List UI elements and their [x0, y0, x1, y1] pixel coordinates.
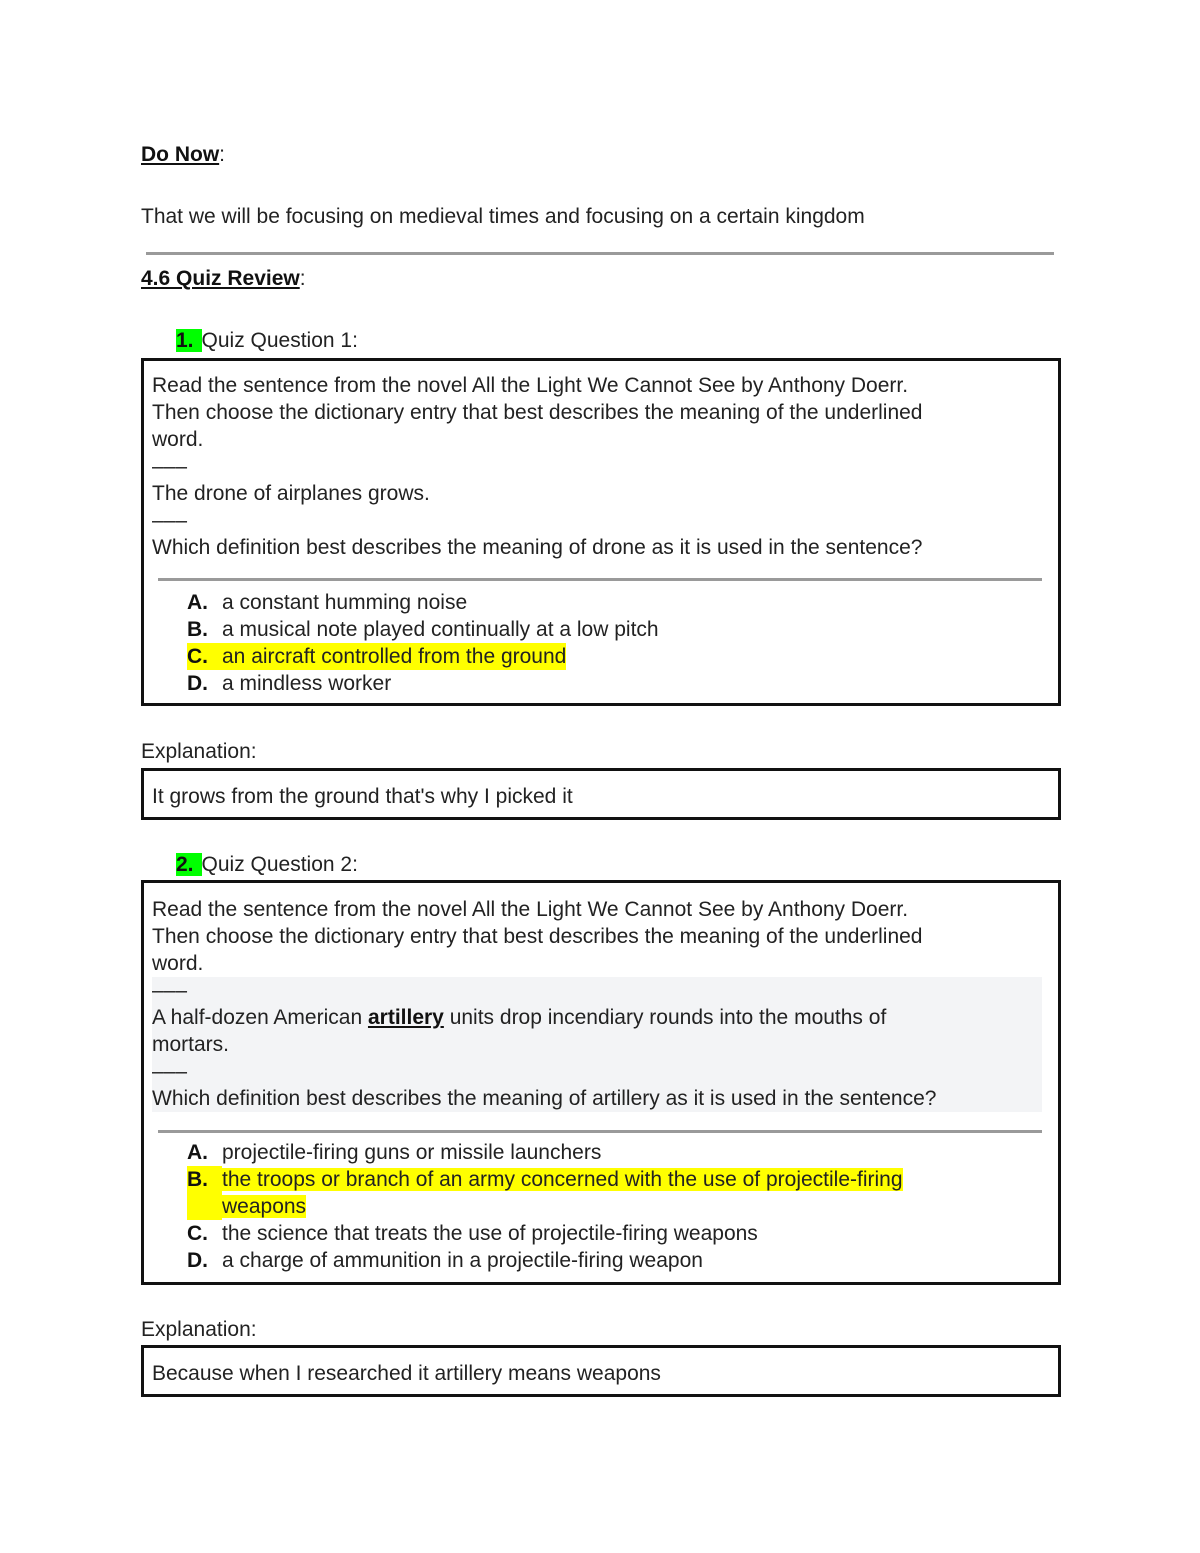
option-text	[222, 1166, 903, 1220]
q1-question-box	[141, 358, 1061, 706]
q1-option-a	[187, 589, 659, 616]
option-text: a mindless worker	[222, 672, 392, 695]
q1-options-divider	[158, 578, 1042, 581]
q1-prompt-line2: Then choose the dictionary entry that best describes the meaning of the underlined	[152, 401, 923, 424]
do-now-heading-line	[141, 143, 225, 167]
q2-explanation-box[interactable]	[141, 1345, 1061, 1397]
q2-quote-block	[152, 977, 1042, 1112]
q1-option-c-selected	[187, 643, 659, 670]
q2-prompt-line1: Read the sentence from the novel All the Light We Cannot See by Anthony Doerr.	[152, 898, 909, 921]
q2-prompt-line2: Then choose the dictionary entry that best describes the meaning of the underlined	[152, 925, 923, 948]
q1-option-d	[187, 670, 659, 697]
quiz-review-heading-line	[141, 267, 306, 291]
option-text: an aircraft controlled from the ground	[222, 645, 567, 668]
q1-title	[176, 329, 358, 353]
q1-option-b	[187, 616, 659, 643]
q1-explanation-box[interactable]	[141, 768, 1061, 820]
q1-separator: –––	[152, 455, 188, 478]
q2-sentence-start: A half-dozen American	[152, 1006, 368, 1029]
q1-sentence: The drone of airplanes grows.	[152, 482, 430, 505]
q2-separator: –––	[152, 1060, 188, 1083]
option-letter: A.	[187, 1141, 208, 1164]
option-text: projectile-firing guns or missile launchers	[222, 1141, 602, 1164]
do-now-text: That we will be focusing on medieval times and focusing on a certain kingdom	[141, 205, 865, 228]
option-letter: C.	[187, 1222, 208, 1245]
q2-options-divider	[158, 1130, 1042, 1133]
option-letter: D.	[187, 1249, 208, 1272]
q2-explanation-text: Because when I researched it artillery means weapons	[152, 1362, 661, 1385]
q1-prompt	[152, 372, 922, 561]
do-now-heading: Do Now	[141, 143, 220, 166]
q1-explanation-label: Explanation:	[141, 740, 257, 763]
q1-prompt-line3: word.	[152, 428, 204, 451]
option-letter: D.	[187, 672, 208, 695]
option-text-line2: weapons	[222, 1195, 307, 1218]
q2-option-c	[187, 1220, 903, 1247]
option-text: a constant humming noise	[222, 591, 468, 614]
q1-separator: –––	[152, 509, 188, 532]
q1-label: Quiz Question 1:	[201, 329, 358, 352]
q1-explanation-text: It grows from the ground that's why I picked it	[152, 785, 573, 808]
q2-option-a	[187, 1139, 903, 1166]
q2-underlined-word: artillery	[367, 1006, 444, 1029]
q2-separator: –––	[152, 979, 188, 1002]
option-text: a musical note played continually at a low pitch	[222, 618, 659, 641]
q1-prompt-line1: Read the sentence from the novel All the Light We Cannot See by Anthony Doerr.	[152, 374, 909, 397]
q1-number: 1.	[176, 329, 202, 352]
q2-option-b-selected	[187, 1166, 903, 1220]
q2-title	[176, 853, 358, 877]
q2-sentence-line2: mortars.	[152, 1033, 230, 1056]
option-text-line1: the troops or branch of an army concerned with the use of projectile-firing	[222, 1168, 903, 1191]
option-text: the science that treats the use of projectile-firing weapons	[222, 1222, 758, 1245]
option-letter: A.	[187, 591, 208, 614]
q2-question-box	[141, 880, 1061, 1285]
q1-question-text: Which definition best describes the meaning of drone as it is used in the sentence?	[152, 536, 923, 559]
q1-selected-highlight	[187, 643, 566, 670]
q2-explanation-label: Explanation:	[141, 1318, 257, 1341]
q2-question-text: Which definition best describes the meaning of artillery as it is used in the sentence?	[152, 1087, 937, 1110]
q2-sentence-end: units drop incendiary rounds into the mouths of	[443, 1006, 887, 1029]
option-letter: C.	[187, 645, 208, 668]
q2-option-d	[187, 1247, 903, 1274]
q2-sentence	[152, 1004, 1042, 1031]
option-letter: B.	[187, 618, 208, 641]
q2-prompt	[152, 896, 1042, 1112]
q2-number: 2.	[176, 853, 202, 876]
q2-label: Quiz Question 2:	[201, 853, 358, 876]
q2-options	[187, 1139, 903, 1274]
q1-options	[187, 589, 659, 697]
q2-prompt-line3: word.	[152, 952, 204, 975]
option-letter: B.	[187, 1166, 222, 1220]
quiz-review-heading: 4.6 Quiz Review	[141, 267, 300, 290]
quiz-review-colon: :	[299, 267, 306, 290]
do-now-colon: :	[219, 143, 225, 166]
section-divider	[146, 252, 1054, 255]
option-text: a charge of ammunition in a projectile-firing weapon	[222, 1249, 703, 1272]
